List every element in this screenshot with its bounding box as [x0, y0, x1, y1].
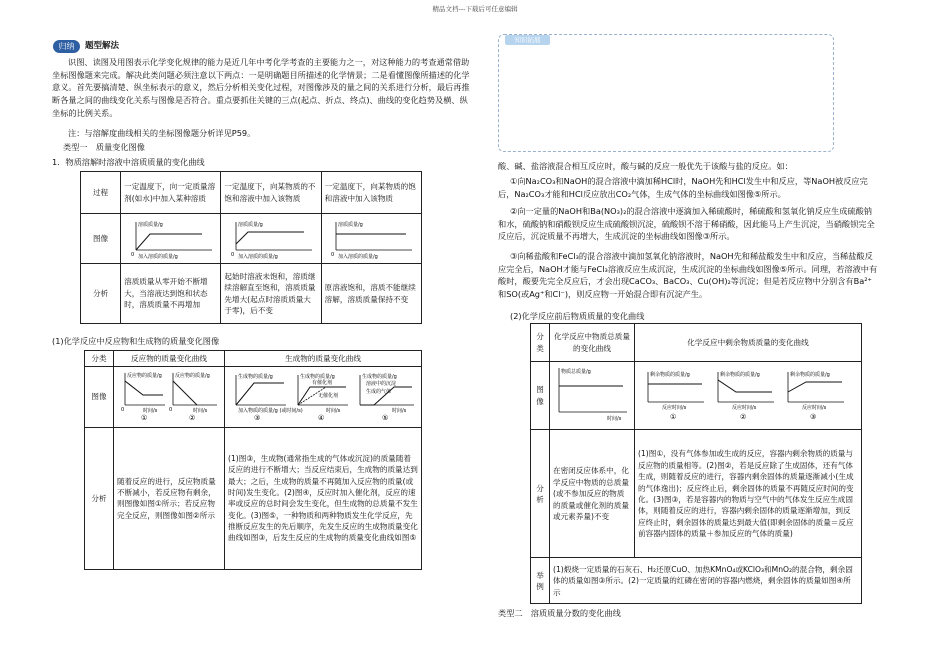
reactant-graph1-ylabel: 反应物的质量/g [127, 373, 162, 380]
product-graph4-num: ④ [318, 414, 325, 422]
t3-total-graph-cell [550, 362, 635, 430]
product-graph5-label-gas: 生成的气体 [366, 389, 392, 396]
note-line: 注：与溶解度曲线相关的坐标图像题分析详见P59。 [68, 128, 256, 138]
graph1-ylabel: 溶质质量/g [137, 221, 163, 228]
process-3: 一定温度下，向某物质的饱和溶液中加入该物质 [321, 172, 421, 214]
t2-head-cat: 分类 [85, 351, 114, 367]
row-head-process: 过程 [81, 172, 121, 214]
t2-reactant-graphs [114, 367, 225, 427]
reactant-graph2-num: ② [189, 414, 196, 422]
remaining-graph3-xlabel: 反应时间/s [802, 405, 827, 411]
right-p3: ②向一定量的NaOH和Ba(NO₃)₂的混合溶液中逐滴加入稀硫酸时，稀硫酸和氢氧化钠反应生成硫酸钠和水，硫酸钠和硝酸钡反应生成硫酸钡沉淀，硫酸钡不溶于稀硝酸，因此能马上产生沉淀，当硝酸钡完全反应后，沉淀质量不再增大，生成沉淀的坐标曲线如图像③所示。 [498, 206, 875, 242]
process-2: 一定温度下，向某物质的不饱和溶液中加入该物质 [221, 172, 321, 214]
graph2-ylabel: 溶质质量/g [238, 221, 263, 228]
right-p5: (2)化学反应前后物质质量的变化曲线 [510, 311, 645, 321]
row-head-analysis: 分析 [81, 264, 121, 324]
product-graphs [228, 369, 418, 421]
t2-product-graphs [225, 367, 422, 427]
reaction-table [84, 350, 422, 570]
graph1-xlabel: 加入溶质的质量/g [137, 253, 178, 260]
t2-analysis-left: 随着反应的进行，反应物质量不断减小，若反应物有剩余，则图像如图①所示；若反应物完全反应，则图像如图②所示 [114, 427, 225, 569]
dissolution-table [80, 171, 422, 324]
sub1-heading: 1．物质溶解时溶液中溶质质量的变化曲线 [52, 157, 205, 167]
remaining-graph2-num: ② [740, 413, 747, 421]
t3-analysis-right: (1)图①，没有气体参加或生成的反应，容器内剩余物质的质量与反应物的质量相等。(2)图②，若是反应除了生成固体，还有气体生成，则随着反应的进行，容器内剩余固体的质量逐渐减小(生成的气体逸出)；反应终止后，剩余固体的质量不再随反应时间的变化。(3)图③，若是容器内的物质与空气中的气体发生反应生成固体，则随着反应的进行，容器内剩余固体的质量逐渐增加，到反应终止时，剩余固体的质量达到最大值(即剩余固体的质量＝反应前容器内固体的质量＋参加反应的气体的质量) [635, 430, 862, 558]
analysis-1: 溶质质量从零开始不断增大，当溶液达到饱和状态时，溶质质量不再增加 [121, 264, 221, 324]
product-graph5-num: ⑤ [382, 414, 389, 422]
t2-head-reactant: 反应物的质量变化曲线 [114, 351, 225, 367]
intro-paragraph [52, 56, 472, 120]
dissolve-graph-3 [326, 218, 416, 260]
product-graph5-ylabel: 生成物的质量/g [362, 374, 397, 381]
remaining-mass-graphs [638, 364, 858, 424]
reactant-graph1-xlabel: 时间/s [143, 408, 158, 415]
product-graph4-ylabel: 生成物的质量/g [300, 374, 335, 381]
row-head-graph: 图像 [81, 214, 121, 264]
product-graph4-label-nocat: 无催化剂 [318, 393, 339, 400]
reactant-graph2-origin: 0 [169, 407, 173, 414]
page-header: 精品文档---下载后可任意编辑 [432, 5, 518, 13]
product-graph3-xlabel: 加入物质的质量/g (或时间/s) [238, 408, 303, 415]
dissolve-graph-2 [226, 218, 316, 260]
graph1-origin: 0 [130, 251, 134, 258]
type2-heading: 类型二 溶质质量分数的变化曲线 [498, 608, 621, 618]
t3-head-remaining: 化学反应中剩余物质质量的变化曲线 [635, 324, 862, 362]
t3-row-example: 举例 [531, 558, 550, 604]
reactant-graph2-xlabel: 时间/s [193, 408, 208, 415]
intro-line-3: 意义。首先要搞清楚、纵坐标表示的意义，然后分析相关变化过程，对图像涉及的量之间的关系进行分析，最后再推 [52, 82, 470, 93]
product-graph5-xlabel: 时间/s [392, 408, 407, 415]
t3-example: (1)煅烧一定质量的石灰石、H₂还原CuO、加热KMnO₄或KClO₃和MnO₂的混合物，剩余固体的质量如图③所示。(2)一定质量的红磷在密闭的容器内燃烧，剩余固体的质量如图④所示 [550, 558, 862, 604]
t3-remaining-graph-cell [635, 362, 862, 430]
remaining-graph1-ylabel: 剩余物质的质量/g [650, 372, 690, 378]
analysis-3: 原溶液饱和，溶质不能继续溶解，溶质质量保持不变 [321, 264, 421, 324]
knowledge-box [498, 34, 834, 152]
graph3-xlabel: 加入溶质的质量/g [338, 253, 379, 260]
dissolve-graph-1 [126, 218, 216, 260]
type1-heading: 类型一 质量变化图像 [63, 142, 145, 152]
remaining-graph3-num: ③ [810, 413, 817, 421]
analysis-2: 起始时溶液未饱和，溶质继续溶解直至饱和，溶质质量先增大(起点时溶质质量大于零)，后不变 [221, 264, 321, 324]
product-graph4-xlabel: 时间/s [326, 408, 341, 415]
right-p2: ①向Na₂CO₃和NaOH的混合溶液中滴加稀HCl时，NaOH先和HCl发生中和反应，等NaOH被反应完后，Na₂CO₃才能和HCl反应放出CO₂气体，生成气体的坐标曲线如图像⑤所示。 [498, 176, 868, 199]
intro-line-5: 坐标的比例关系。 [52, 107, 118, 118]
remaining-graph2-ylabel: 剩余物质的质量/g [720, 372, 760, 378]
remaining-graph3-ylabel: 剩余物质的质量/g [790, 372, 830, 378]
intro-line-1: 识图、读图及用图表示化学变化规律的能力是近几年中考化学考查的主要能力之一，对这种能力的考查通常借助 [68, 57, 470, 67]
graph3-ylabel: 溶质质量/g [338, 221, 364, 228]
t2-analysis-right: (1)图③，生成物(通常指生成的气体或沉淀)的质量随着反应的进行不断增大；当反应结束后，生成物的质量达到最大；之后，生成物的质量不再随加入反应物的质量(或时间)发生变化。(2)图④，反应时加入催化剂，反应的速率或反应的总时间会发生变化，但生成物的总质量不发生变化。(3)图⑤，一种物质和两种物质发生化学反应，先推断反应发生的先后顺序，先发生反应的生成物质量变化曲线如图③，后发生反应的生成物的质量变化曲线如图⑤ [225, 427, 422, 569]
intro-line-4: 断各量之间的曲线变化关系与图像是否符合。重点要抓住关键的三点(起点、折点、终点)、曲线的变化趋势及横、纵 [52, 95, 468, 106]
graph3-origin: 0 [331, 251, 335, 258]
t3-row-analysis: 分析 [531, 430, 550, 558]
graph2-origin: 0 [231, 251, 235, 258]
product-graph3-ylabel: 生成物的质量/g [238, 374, 273, 381]
t3-head-total: 化学反应中物质总质量的变化曲线 [550, 324, 635, 362]
t2-row-analysis: 分析 [85, 427, 114, 569]
mass-change-table [530, 323, 862, 604]
t3-analysis-left: 在密闭反应体系中，化学反应中物质的总质量(或不参加反应的物质的质量或催化剂的质量或元素养量)不变 [550, 430, 635, 558]
t2-row-graph: 图像 [85, 367, 114, 427]
remaining-graph1-xlabel: 反应时间/s [662, 405, 687, 411]
right-p4: ③向稀盐酸和FeCl₃的混合溶液中滴加氢氧化钠溶液时，NaOH先和稀盐酸发生中和反应，当稀盐酸反应完全后，NaOH才能与FeCl₃溶液反应生成沉淀，生成沉淀的坐标曲线如图像⑤所示。同理，若溶液中有酸时，酸要先完全反应后，才会出现CaCO₃、BaCO₃、Cu(OH)₂等沉淀；但是若反应物中分别含有Ba²⁺和SO(或Ag⁺和Cl⁻)，则反应物一开始混合即有沉淀产生。 [498, 251, 878, 300]
total-graph-xlabel: 时间/s [607, 416, 622, 422]
total-graph-ylabel: 物质总质量/g [561, 369, 591, 375]
t3-head-cat: 分类 [531, 324, 550, 362]
graph-cell-3 [321, 214, 421, 264]
knowledge-tag: 知识拓展 [505, 35, 550, 45]
reactant-graph2-ylabel: 反应物的质量/g [175, 373, 210, 380]
section-badge: 归纳 [53, 40, 80, 53]
process-1: 一定温度下，向一定质量溶剂(如水)中加入某种溶质 [121, 172, 221, 214]
remaining-graph1-num: ① [670, 413, 677, 421]
reactant-graphs [117, 369, 221, 421]
graph-cell-1 [121, 214, 221, 264]
graph2-xlabel: 加入溶质的质量/g [238, 253, 278, 260]
remaining-graph2-xlabel: 反应时间/s [732, 405, 757, 411]
reactant-graph1-origin: 0 [121, 407, 125, 414]
reactant-graph1-num: ① [141, 414, 148, 422]
sub2-heading: (1)化学反应中反应物和生成物的质量变化图像 [52, 336, 220, 346]
total-mass-graph [553, 364, 631, 424]
section-title: 题型解法 [85, 41, 120, 51]
graph-cell-2 [221, 214, 321, 264]
product-graph5-label-ppt: 溶液中的沉淀 [366, 381, 397, 388]
product-graph3-num: ③ [254, 414, 261, 422]
t3-row-graph: 图像 [531, 362, 550, 430]
product-graph4-label-cat: 有催化剂 [312, 380, 333, 387]
intro-line-2: 坐标图像题来完成。解决此类问题必须注意以下两点：一是明确题目所描述的化学情景；二是看懂图像所描述的化学 [52, 69, 470, 80]
t2-head-product: 生成物的质量变化曲线 [225, 351, 422, 367]
right-p1: 酸、碱、盐溶液混合相互反应时，酸与碱的反应一般优先于该酸与盐的反应。如： [498, 161, 793, 171]
